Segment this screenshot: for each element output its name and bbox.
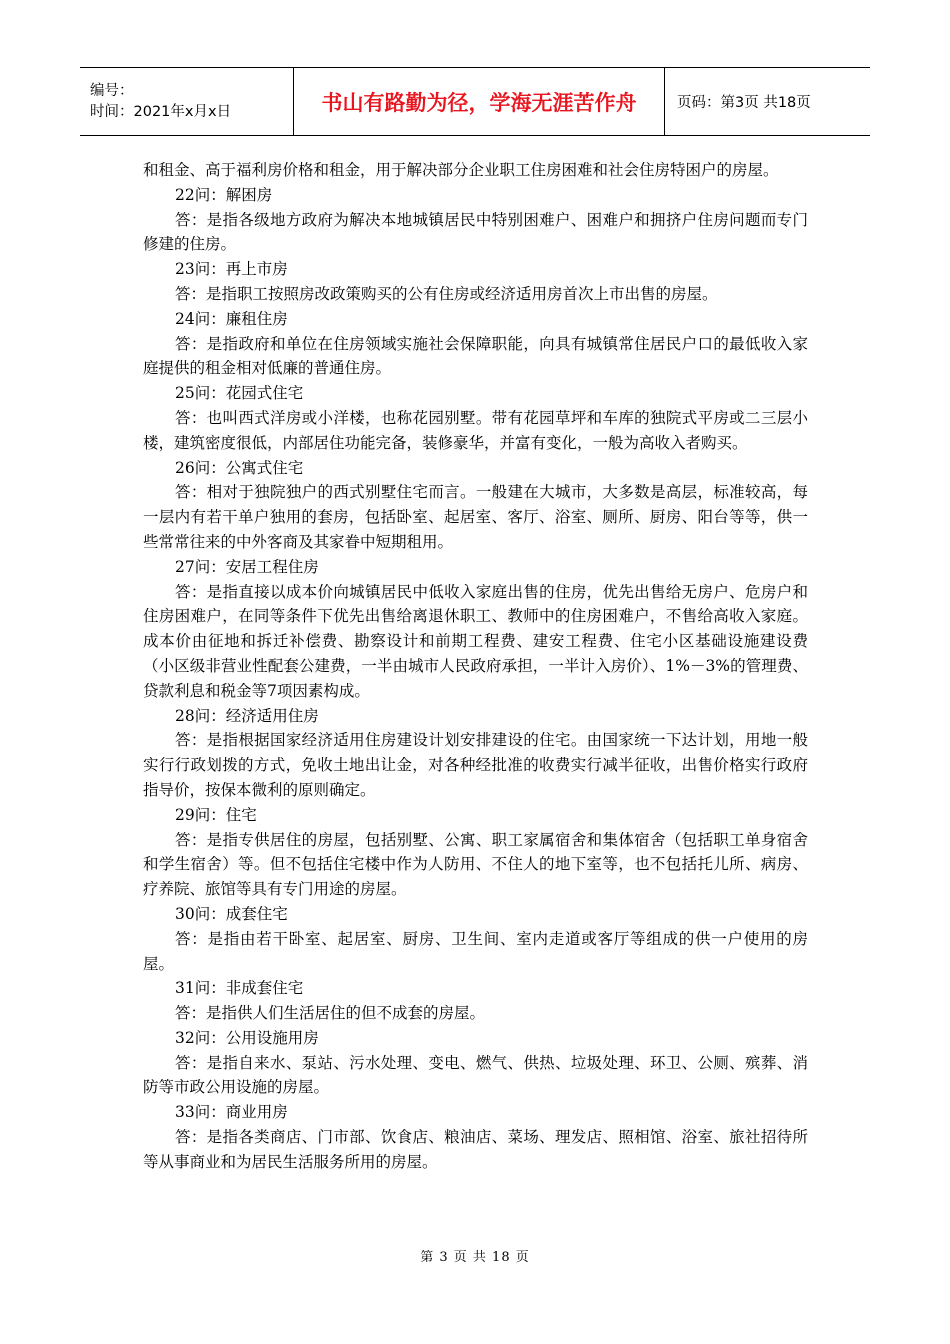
- answer-paragraph: 答：相对于独院独户的西式别墅住宅而言。一般建在大城市，大多数是高层，标准较高，每一层内有若干单户独用的套房，包括卧室、起居室、客厅、浴室、厕所、厨房、阳台等等，供一些常常往来的中外客商及其家眷中短期租用。: [143, 483, 808, 551]
- question-heading: 27问：安居工程住房: [175, 557, 319, 576]
- header-page-code: 页码：第3页 共18页: [665, 68, 871, 136]
- question-heading: 26问：公寓式住宅: [175, 458, 304, 477]
- question-heading: 30问：成套住宅: [175, 904, 288, 923]
- answer-paragraph: 答：是指直接以成本价向城镇居民中低收入家庭出售的住房，优先出售给无房户、危房户和住房困难户，在同等条件下优先出售给离退休职工、教师中的住房困难户，不售给高收入家庭。成本价由征地和拆迁补偿费、勘察设计和前期工程费、建安工程费、住宅小区基础设施建设费（小区级非营业性配套公建费，一半由城市人民政府承担，一半计入房价）、1%－3%的管理费、贷款利息和税金等7项因素构成。: [143, 582, 808, 700]
- intro-paragraph: 和租金、高于福利房价格和租金，用于解决部分企业职工住房困难和社会住房特困户的房屋。: [143, 161, 779, 179]
- answer-paragraph: 答：是指各级地方政府为解决本地城镇居民中特别困难户、困难户和拥挤户住房问题而专门修建的住房。: [143, 210, 808, 254]
- answer-paragraph: 答：也叫西式洋房或小洋楼，也称花园别墅。带有花园草坪和车库的独院式平房或二三层小楼，建筑密度很低，内部居住功能完备，装修豪华，并富有变化，一般为高收入者购买。: [143, 408, 808, 452]
- answer-paragraph: 答：是指职工按照房改政策购买的公有住房或经济适用房首次上市出售的房屋。: [175, 284, 718, 303]
- question-heading: 29问：住宅: [175, 805, 257, 824]
- answer-paragraph: 答：是指专供居住的房屋，包括别墅、公寓、职工家属宿舍和集体宿舍（包括职工单身宿舍和学生宿舍）等。但不包括住宅楼中作为人防用、不住人的地下室等，也不包括托儿所、病房、疗养院、旅馆等具有专门用途的房屋。: [143, 830, 808, 899]
- header-meta-cell: [80, 68, 294, 136]
- document-body: [143, 158, 808, 1175]
- question-heading: 33问：商业用房: [175, 1103, 288, 1122]
- question-heading: 31问：非成套住宅: [175, 979, 304, 998]
- question-heading: 23问：再上市房: [175, 260, 288, 279]
- qa-list: [143, 183, 808, 1175]
- question-heading: 28问：经济适用住房: [175, 706, 319, 725]
- page-footer: 第 3 页 共 18 页: [420, 1250, 530, 1265]
- document-date-label: 时间：2021年x月x日: [90, 103, 232, 120]
- answer-paragraph: 答：是指政府和单位在住房领域实施社会保障职能，向具有城镇常住居民户口的最低收入家庭提供的租金相对低廉的普通住房。: [143, 334, 808, 378]
- page-header: [80, 67, 870, 136]
- answer-paragraph: 答：是指由若干卧室、起居室、厨房、卫生间、室内走道或客厅等组成的供一户使用的房屋。: [143, 929, 808, 973]
- document-number-label: 编号：: [90, 82, 134, 99]
- header-motto: 书山有路勤为径，学海无涯苦作舟: [294, 68, 665, 136]
- answer-paragraph: 答：是指供人们生活居住的但不成套的房屋。: [175, 1004, 486, 1023]
- question-heading: 24问：廉租住房: [175, 309, 288, 328]
- question-heading: 22问：解困房: [175, 185, 273, 204]
- answer-paragraph: 答：是指根据国家经济适用住房建设计划安排建设的住宅。由国家统一下达计划，用地一般实行行政划拨的方式，免收土地出让金，对各种经批准的收费实行减半征收，出售价格实行政府指导价，按保本微利的原则确定。: [143, 731, 808, 799]
- answer-paragraph: 答：是指各类商店、门市部、饮食店、粮油店、菜场、理发店、照相馆、浴室、旅社招待所等从事商业和为居民生活服务所用的房屋。: [143, 1128, 808, 1171]
- question-heading: 25问：花园式住宅: [175, 384, 304, 403]
- answer-paragraph: 答：是指自来水、泵站、污水处理、变电、燃气、供热、垃圾处理、环卫、公厕、殡葬、消防等市政公用设施的房屋。: [143, 1053, 808, 1097]
- question-heading: 32问：公用设施用房: [175, 1028, 319, 1047]
